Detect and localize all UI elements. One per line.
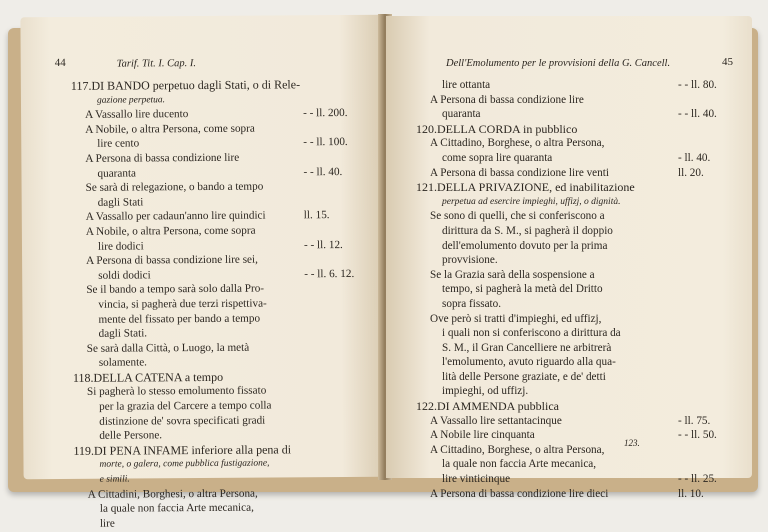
line-text: 121.DELLA PRIVAZIONE, ed inabilitazione <box>416 180 635 195</box>
line-amount: - ll. 40. <box>678 151 711 164</box>
line-text: sopra fissato. <box>442 297 502 310</box>
left-page-number: 44 <box>54 56 66 70</box>
text-line <box>416 355 720 370</box>
left-page <box>20 15 385 530</box>
text-line <box>416 107 720 122</box>
line-text: delle Persone. <box>99 429 163 442</box>
line-text: morte, o galera, come pubblica fustigazione, <box>99 458 270 471</box>
line-text: lire dodici <box>97 239 144 253</box>
text-line <box>416 136 720 151</box>
right-page-text <box>416 78 720 501</box>
line-text: lire <box>99 517 115 530</box>
line-text: Se il bando a tempo sarà solo dalla Pro- <box>86 282 265 297</box>
right-page <box>386 16 752 500</box>
line-text: dagli Stati <box>97 196 144 209</box>
line-text: 117.DI BANDO perpetuo dagli Stati, o di Rele- <box>70 77 301 93</box>
line-text: soldi dodici <box>98 269 151 282</box>
text-line <box>416 166 720 181</box>
text-line <box>416 253 720 268</box>
line-text: A Vassallo lire settantacinque <box>430 414 562 427</box>
right-page-footer: 123. <box>624 438 640 448</box>
line-text: dell'emolumento dovuto per la prima <box>442 239 608 252</box>
text-line <box>416 414 720 429</box>
line-text: dirittura da S. M., si pagherà il doppio <box>442 224 613 237</box>
line-text: Ove però si tratti d'impieghi, ed uffizj, <box>430 312 602 325</box>
text-line <box>416 239 720 254</box>
line-text: A Cittadino, Borghese, o altra Persona, <box>430 137 605 150</box>
line-text: A Persona di bassa condizione lire <box>85 151 240 165</box>
line-text: lire vinticinque <box>442 473 511 486</box>
line-text: vincia, si pagherà due terzi rispettiva- <box>98 297 267 311</box>
text-line <box>416 268 720 283</box>
line-text: Si pagherà lo stesso emolumento fissato <box>86 385 267 399</box>
text-line <box>74 515 374 532</box>
line-text: distinzione de' sovra specificati gradi <box>99 414 266 428</box>
text-line <box>416 195 720 210</box>
line-text: A Nobile lire cinquanta <box>430 429 535 442</box>
text-line <box>416 78 720 93</box>
text-line <box>416 180 720 195</box>
line-text: A Cittadini, Borghesi, o altra Persona, <box>87 487 258 501</box>
line-text: A Vassallo lire ducento <box>85 108 189 122</box>
text-line <box>416 312 720 327</box>
line-text: Se sarà di relegazione, o bando a tempo <box>85 180 264 194</box>
line-text: quaranta <box>442 108 481 121</box>
line-text: A Persona di bassa condizione lire dieci <box>430 487 609 500</box>
line-text: l'emolumento, avuto riguardo alla qua- <box>442 356 616 369</box>
line-text: mente del fissato per bando a tempo <box>98 312 261 326</box>
line-text: A Cittadino, Borghese, o altra Persona, <box>430 443 605 456</box>
line-text: A Persona di bassa condizione lire sei, <box>86 253 258 267</box>
line-text: Se sarà dalla Città, o Luogo, la metà <box>86 341 250 355</box>
text-line <box>416 457 720 472</box>
line-amount: - - ll. 200. <box>303 107 348 120</box>
right-running-header: Dell'Emolumento per le provvisioni della G. Cancell. <box>446 58 671 69</box>
line-amount: - - ll. 80. <box>678 79 717 91</box>
line-text: gazione perpetua. <box>96 94 166 106</box>
line-text: A Persona di bassa condizione lire venti <box>430 166 609 179</box>
line-text: lire cento <box>97 137 140 151</box>
line-text: la quale non faccia Arte mecanica, <box>442 458 597 471</box>
line-text: perpetua ad esercire impieghi, uffizj, o dignità. <box>442 196 621 207</box>
text-line <box>416 122 720 137</box>
text-line <box>416 224 720 239</box>
line-amount: - - ll. 12. <box>303 238 343 251</box>
text-line <box>416 443 720 458</box>
text-line <box>416 93 720 108</box>
line-amount: - - ll. 40. <box>303 165 343 178</box>
line-text: impieghi, od uffizj. <box>442 385 529 398</box>
right-page-number: 45 <box>722 56 733 68</box>
text-line <box>416 297 720 312</box>
line-text: lità delle Persone graziate, e de' detti <box>442 370 606 383</box>
line-text: 120.DELLA CORDA in pubblico <box>416 121 578 136</box>
line-text: Se la Grazia sarà della sospensione a <box>430 268 595 281</box>
line-amount: ll. 20. <box>678 166 704 179</box>
open-book <box>8 10 758 530</box>
line-text: solamente. <box>98 356 148 370</box>
text-line <box>416 472 720 487</box>
line-text: A Nobile, o altra Persona, come sopra <box>85 122 255 136</box>
text-line <box>416 370 720 385</box>
left-running-header: Tarif. Tit. I. Cap. I. <box>116 58 197 70</box>
text-line <box>416 384 720 399</box>
line-amount: ll. 10. <box>678 487 704 500</box>
text-line <box>416 487 720 502</box>
text-line <box>416 282 720 297</box>
line-text: provvisione. <box>442 254 498 267</box>
line-text: 122.DI AMMENDA pubblica <box>416 399 559 414</box>
line-text: i quali non si conferiscono a dirittura da <box>442 327 621 340</box>
text-line <box>416 399 720 414</box>
text-line <box>416 151 720 166</box>
line-amount: - - ll. 25. <box>678 473 717 486</box>
line-text: per la grazia del Carcere a tempo colla <box>99 399 272 413</box>
line-text: S. M., il Gran Cancelliere ne arbitrerà <box>442 341 612 354</box>
line-text: come sopra lire quaranta <box>442 151 553 164</box>
line-text: A Persona di bassa condizione lire <box>430 93 584 106</box>
line-amount: - - ll. 50. <box>678 429 717 442</box>
line-text: quaranta <box>97 167 137 180</box>
line-amount: - - ll. 100. <box>303 136 348 149</box>
line-amount: - ll. 75. <box>678 414 711 427</box>
text-line <box>416 209 720 224</box>
text-line <box>416 326 720 341</box>
line-amount: ll. 15. <box>303 209 330 222</box>
line-text: 118.DELLA CATENA a tempo <box>72 369 224 385</box>
line-text: e simili. <box>99 474 130 485</box>
line-text: lire ottanta <box>442 79 491 91</box>
line-text: 119.DI PENA INFAME inferiore alla pena di <box>73 442 292 458</box>
line-text: dagli Stati. <box>98 327 148 340</box>
line-text: A Nobile, o altra Persona, come sopra <box>85 224 256 238</box>
line-text: la quale non faccia Arte mecanica, <box>99 501 254 515</box>
line-text: Se sono di quelli, che si conferiscono a <box>430 210 605 223</box>
text-line <box>416 341 720 356</box>
line-amount: - - ll. 40. <box>678 108 717 121</box>
line-text: tempo, si pagherà la metà del Dritto <box>442 283 603 296</box>
left-page-text <box>71 77 374 531</box>
line-text: A Vassallo per cadaun'anno lire quindici <box>85 209 266 224</box>
line-amount: - - ll. 6. 12. <box>304 267 355 281</box>
text-line <box>416 428 720 443</box>
